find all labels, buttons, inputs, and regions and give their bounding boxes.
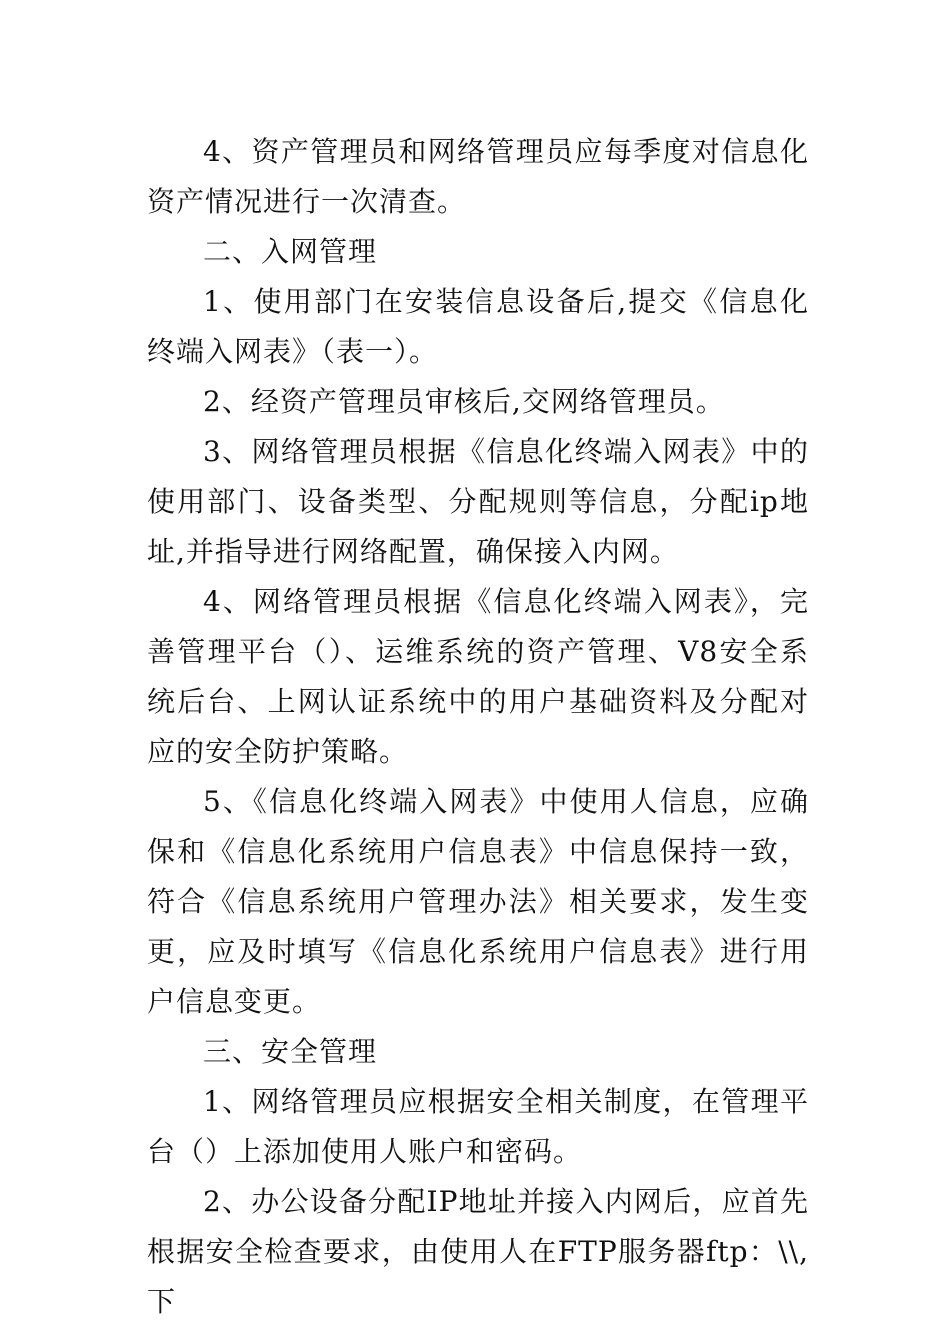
paragraph-security-step-1: 1、网络管理员应根据安全相关制度，在管理平台（）上添加使用人账户和密码。 xyxy=(147,1085,809,1168)
section-heading-network-access: 二、入网管理 xyxy=(203,235,378,268)
paragraph-access-step-4: 4、网络管理员根据《信息化终端入网表》，完善管理平台（）、运维系统的资产管理、V8安全系统后台、上网认证系统中的用户基础资料及分配对应的安全防护策略。 xyxy=(147,585,809,768)
paragraph-access-step-2: 2、经资产管理员审核后,交网络管理员。 xyxy=(203,385,725,418)
document-body xyxy=(147,127,809,1327)
paragraph-access-step-3: 3、网络管理员根据《信息化终端入网表》中的使用部门、设备类型、分配规则等信息，分配ip地址,并指导进行网络配置，确保接入内网。 xyxy=(147,435,809,568)
paragraph-asset-inventory: 4、资产管理员和网络管理员应每季度对信息化资产情况进行一次清查。 xyxy=(147,135,809,218)
section-heading-security: 三、安全管理 xyxy=(203,1035,378,1068)
paragraph-access-step-5: 5、《信息化终端入网表》中使用人信息，应确保和《信息化系统用户信息表》中信息保持一致，符合《信息系统用户管理办法》相关要求，发生变更，应及时填写《信息化系统用户信息表》进行用户信息变更。 xyxy=(147,785,809,1018)
paragraph-security-step-2: 2、办公设备分配IP地址并接入内网后，应首先根据安全检查要求，由使用人在FTP服务器ftp：\\,下 xyxy=(147,1185,809,1318)
paragraph-access-step-1: 1、使用部门在安装信息设备后,提交《信息化终端入网表》（表一）。 xyxy=(147,285,809,368)
